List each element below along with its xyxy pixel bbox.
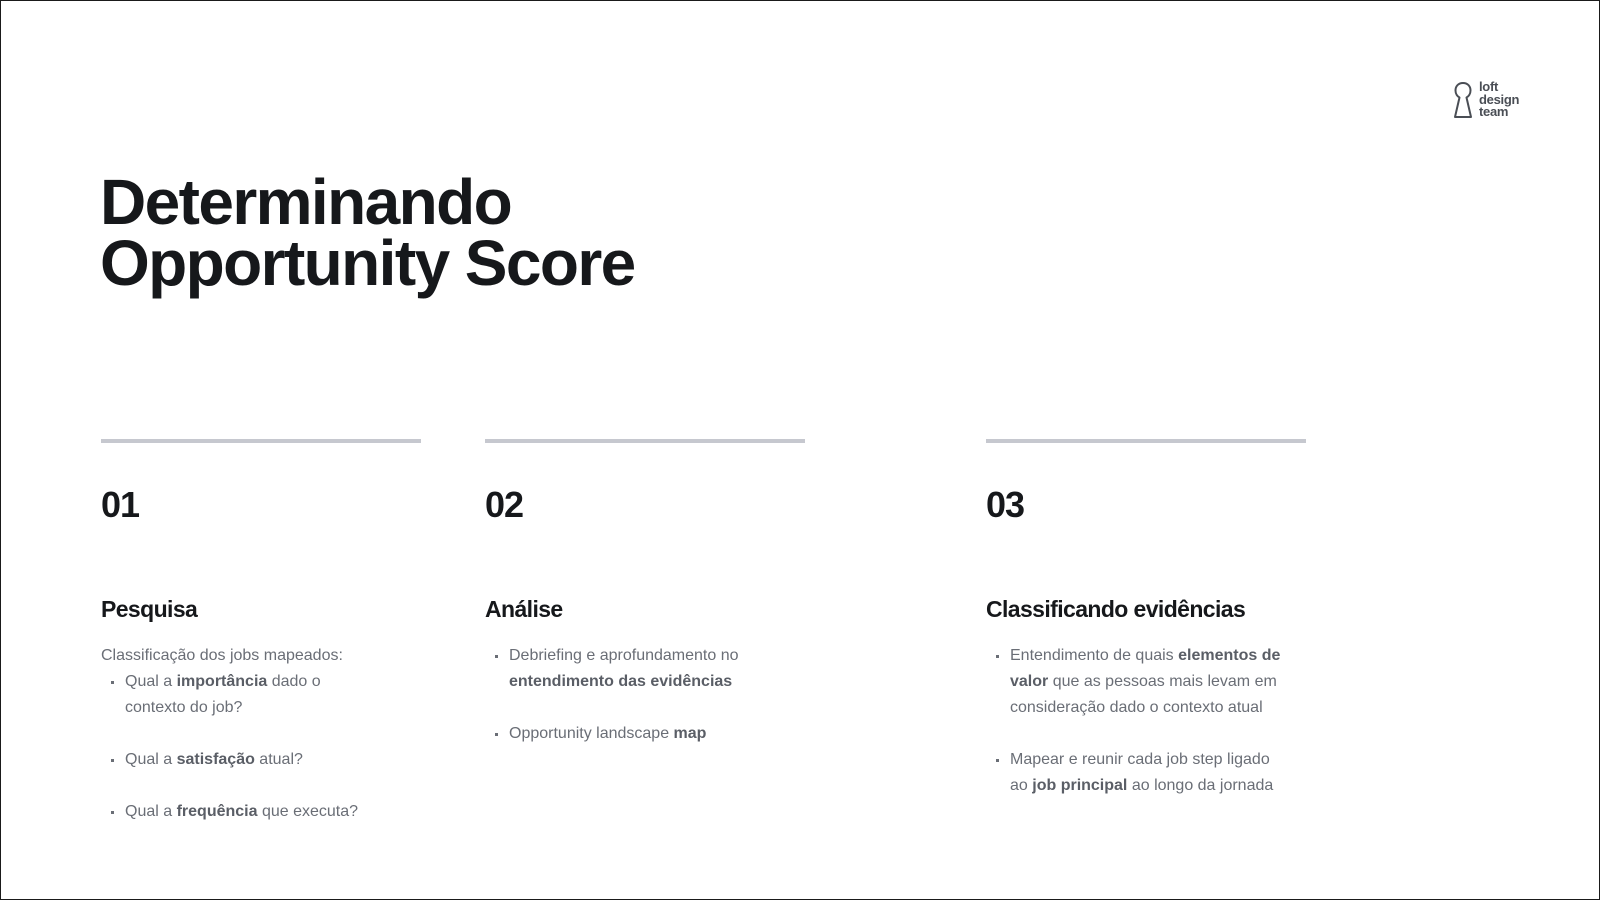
step-number: 01 bbox=[101, 484, 140, 525]
step-lead: Classificação dos jobs mapeados: bbox=[101, 647, 343, 664]
bullet-item: Qual a importância dado o contexto do job? bbox=[101, 669, 385, 721]
logo-line-3: team bbox=[1479, 104, 1509, 119]
bullet-item: Entendimento de quais elementos de valor que as pessoas mais levam em consideração dado o contexto atual bbox=[986, 643, 1290, 721]
step-divider bbox=[986, 439, 1306, 443]
bullet-item: Qual a satisfação atual? bbox=[101, 747, 385, 773]
step-body bbox=[986, 643, 1306, 799]
bullet-list bbox=[101, 669, 421, 825]
bullet-list bbox=[986, 643, 1306, 799]
step-body bbox=[101, 643, 421, 825]
logo-line-1: loft bbox=[1479, 79, 1499, 94]
step-heading: Análise bbox=[485, 596, 563, 622]
keyhole-icon bbox=[1453, 81, 1473, 119]
step-divider bbox=[485, 439, 805, 443]
title-line-2: Opportunity Score bbox=[100, 227, 635, 299]
step-number: 03 bbox=[986, 484, 1025, 525]
bullet-item: Mapear e reunir cada job step ligado ao job principal ao longo da jornada bbox=[986, 747, 1290, 799]
bullet-item: Qual a frequência que executa? bbox=[101, 799, 385, 825]
bullet-list bbox=[485, 643, 805, 747]
step-column-2 bbox=[485, 439, 805, 773]
bullet-item: Debriefing e aprofundamento no entendimento das evidências bbox=[485, 643, 779, 695]
step-column-3 bbox=[986, 439, 1306, 825]
step-heading: Classificando evidências bbox=[986, 596, 1246, 622]
step-divider bbox=[101, 439, 421, 443]
step-heading: Pesquisa bbox=[101, 596, 198, 622]
brand-logo bbox=[1453, 81, 1519, 119]
step-number: 02 bbox=[485, 484, 524, 525]
step-column-1 bbox=[101, 439, 421, 851]
page-title bbox=[100, 166, 635, 299]
title-line-1: Determinando bbox=[100, 166, 512, 238]
logo-line-2: design bbox=[1479, 91, 1520, 107]
bullet-item: Opportunity landscape map bbox=[485, 721, 779, 747]
step-body bbox=[485, 643, 805, 747]
logo-wordmark bbox=[1479, 81, 1519, 119]
